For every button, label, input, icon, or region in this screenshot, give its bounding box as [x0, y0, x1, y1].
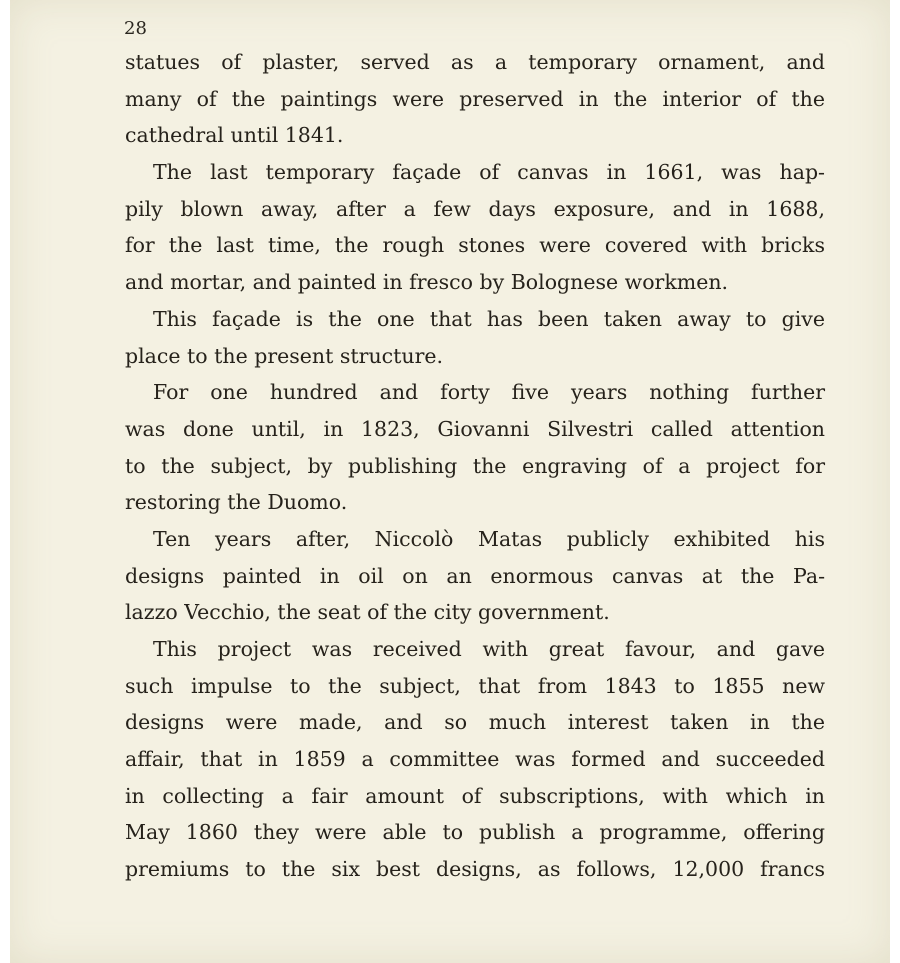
body-text: [125, 44, 825, 888]
text-line: pily blown away, after a few days exposure, and in 1688,: [125, 196, 825, 221]
text-line: such impulse to the subject, that from 1843 to 1855 new: [125, 673, 825, 698]
text-line: for the last time, the rough stones were covered with bricks: [125, 233, 825, 258]
text-line: statues of plaster, served as a temporary ornament, and: [125, 50, 825, 74]
text-line: The last temporary façade of canvas in 1661, was hap-: [153, 160, 825, 185]
text-line: in collecting a fair amount of subscriptions, with which in: [125, 783, 825, 808]
text-line: For one hundred and forty five years nothing further: [153, 380, 825, 405]
text-line: and mortar, and painted in fresco by Bolognese workmen.: [125, 270, 729, 295]
text-line: lazzo Vecchio, the seat of the city government.: [125, 600, 610, 625]
text-line: This project was received with great favour, and gave: [153, 637, 825, 661]
book-page: [10, 0, 890, 963]
text-line: many of the paintings were preserved in the interior of the: [125, 86, 825, 111]
paragraph: [125, 631, 825, 888]
text-line: was done until, in 1823, Giovanni Silvestri called attention: [125, 416, 825, 441]
text-line: designs painted in oil on an enormous canvas at the Pa-: [125, 563, 825, 588]
paragraph: [125, 301, 825, 374]
paragraph: [125, 374, 825, 521]
paragraph: [125, 44, 825, 154]
paragraph: [125, 154, 825, 301]
text-line: May 1860 they were able to publish a programme, offering: [125, 820, 825, 845]
text-line: place to the present structure.: [125, 343, 444, 368]
text-line: premiums to the six best designs, as follows, 12,000 francs: [125, 857, 825, 882]
text-line: affair, that in 1859 a committee was formed and succeeded: [125, 747, 825, 772]
text-line: restoring the Duomo.: [125, 490, 348, 515]
text-line: designs were made, and so much interest taken in the: [125, 710, 825, 735]
paragraph: [125, 521, 825, 631]
text-line: to the subject, by publishing the engraving of a project for: [125, 453, 825, 478]
text-line: cathedral until 1841.: [125, 123, 344, 148]
text-line: Ten years after, Niccolò Matas publicly exhibited his: [153, 526, 825, 551]
page-number: 28: [124, 18, 147, 39]
text-line: This façade is the one that has been taken away to give: [153, 306, 825, 331]
